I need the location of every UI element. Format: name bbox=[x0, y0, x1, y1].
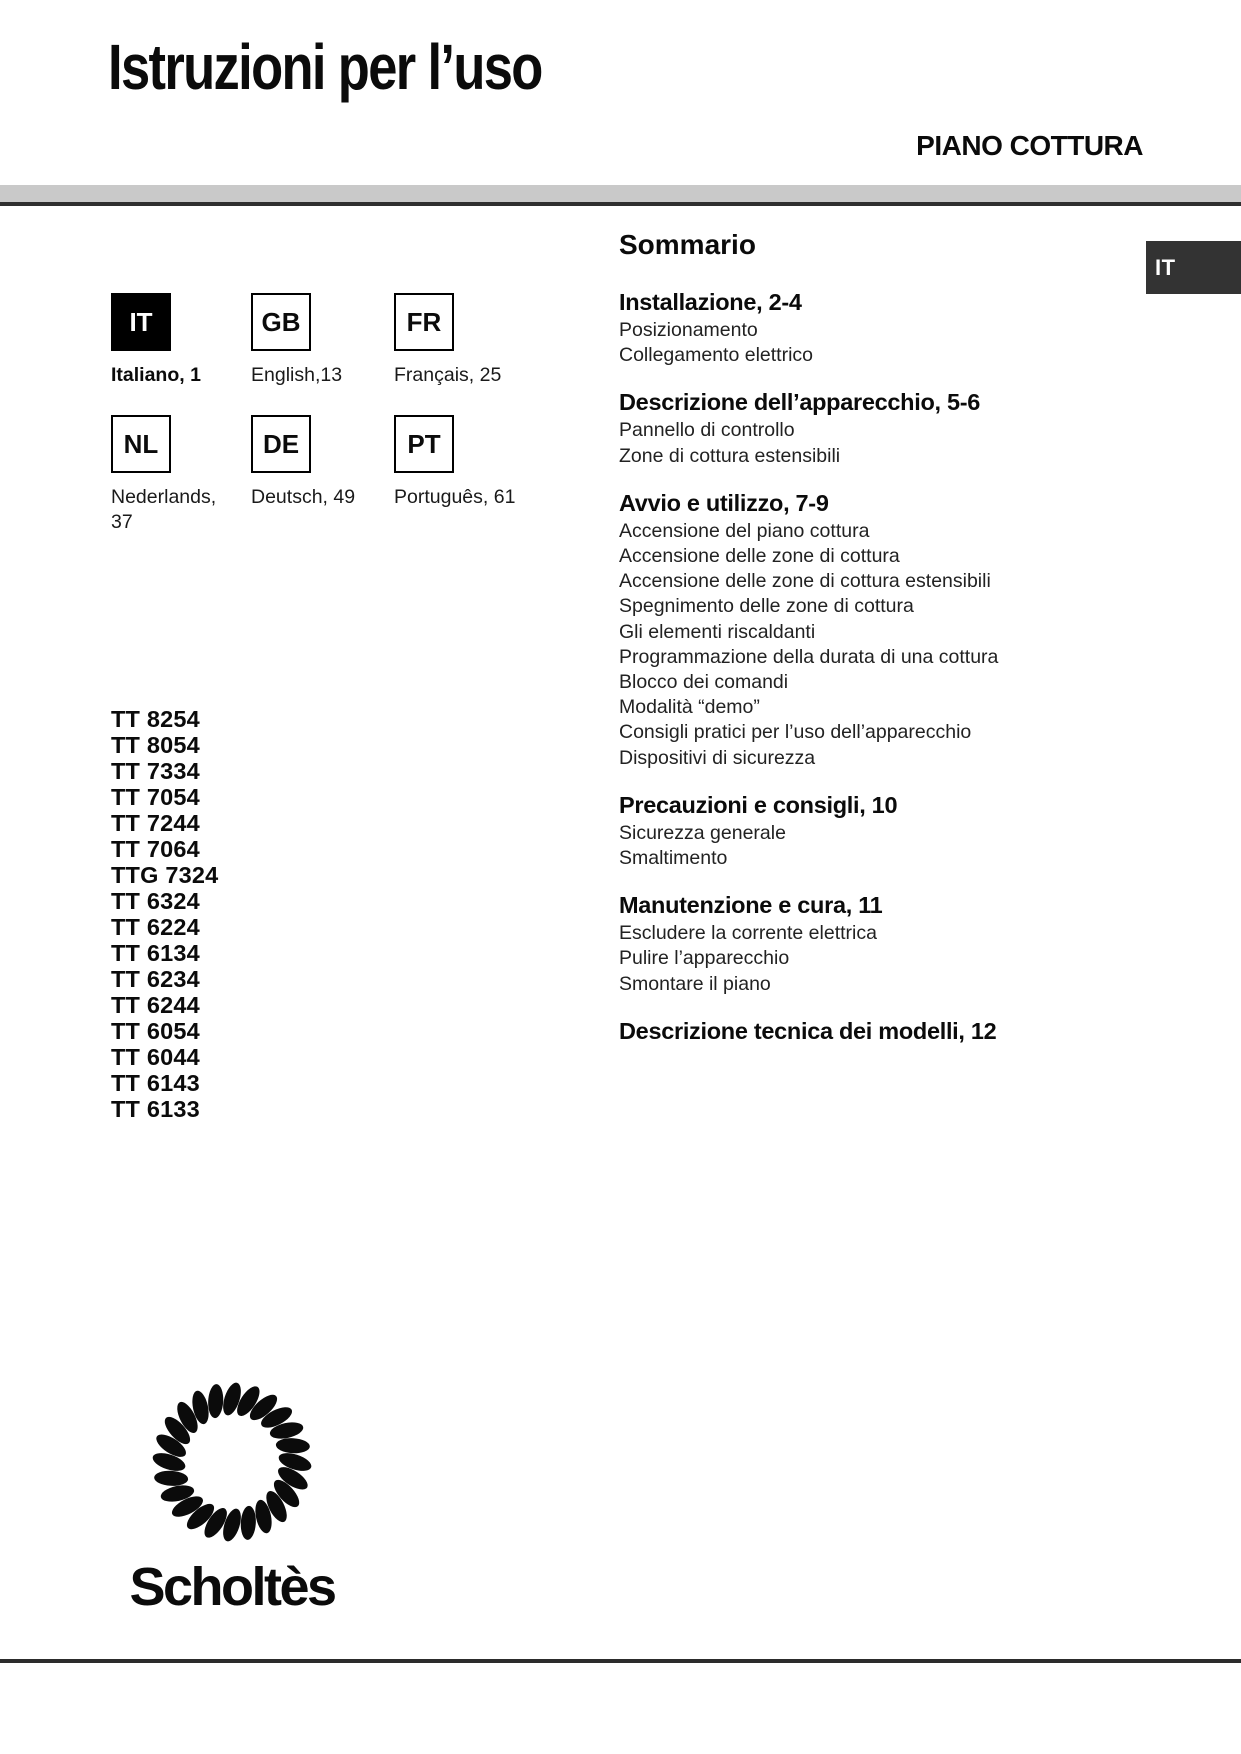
toc-item: Pannello di controllo bbox=[619, 419, 795, 442]
model-number: TT 8254 bbox=[111, 706, 200, 732]
toc-item-list bbox=[619, 519, 1059, 771]
toc-item: Escludere la corrente elettrica bbox=[619, 922, 877, 945]
toc-item: Collegamento elettrico bbox=[619, 344, 814, 367]
language-page-label: Français, 25 bbox=[394, 364, 502, 386]
language-option-fr bbox=[394, 293, 544, 388]
model-number: TT 6134 bbox=[111, 940, 200, 966]
language-page-label: Italiano, 1 bbox=[111, 364, 201, 386]
page-title: Istruzioni per l’uso bbox=[108, 31, 542, 103]
toc-section-heading: Descrizione dell’apparecchio, 5-6 bbox=[619, 389, 981, 416]
toc-item-list bbox=[619, 418, 1059, 468]
language-page-label: Português, 61 bbox=[394, 486, 516, 508]
language-option-it bbox=[111, 293, 251, 388]
toc-section bbox=[619, 288, 1059, 368]
toc-item: Consigli pratici per l’uso dell’apparecchio bbox=[619, 721, 972, 744]
toc-section-heading: Avvio e utilizzo, 7-9 bbox=[619, 489, 829, 516]
model-number: TT 7064 bbox=[111, 836, 200, 862]
language-code-box: GB bbox=[251, 293, 311, 351]
language-grid bbox=[111, 293, 544, 535]
toc-item: Sicurezza generale bbox=[619, 821, 786, 844]
language-tab-label: IT bbox=[1155, 254, 1176, 280]
toc-section bbox=[619, 1017, 1059, 1045]
toc-item: Accensione delle zone di cottura estensibili bbox=[619, 570, 991, 593]
model-number: TTG 7324 bbox=[111, 862, 219, 888]
language-code-box: IT bbox=[111, 293, 171, 351]
model-number: TT 6244 bbox=[111, 992, 200, 1018]
language-code-box: DE bbox=[251, 415, 311, 473]
language-option-pt bbox=[394, 415, 544, 535]
toc-item-list bbox=[619, 821, 1059, 871]
brand-logo bbox=[112, 1362, 352, 1618]
language-option-gb bbox=[251, 293, 394, 388]
model-list bbox=[111, 706, 218, 1122]
toc-item: Posizionamento bbox=[619, 319, 758, 341]
toc-section bbox=[619, 791, 1059, 871]
language-page-label: Deutsch, 49 bbox=[251, 486, 356, 508]
toc-item: Smaltimento bbox=[619, 847, 728, 870]
toc-item: Programmazione della durata di una cottura bbox=[619, 645, 999, 668]
page-edge-language-tab bbox=[1146, 241, 1241, 294]
model-number: TT 6224 bbox=[111, 914, 200, 940]
model-number: TT 6324 bbox=[111, 888, 200, 914]
toc-section-heading: Descrizione tecnica dei modelli, 12 bbox=[619, 1017, 997, 1044]
table-of-contents bbox=[619, 230, 1059, 1065]
language-page-label: Nederlands, 37 bbox=[111, 486, 217, 533]
model-number: TT 6044 bbox=[111, 1044, 200, 1070]
toc-item-list bbox=[619, 921, 1059, 997]
toc-title: Sommario bbox=[619, 229, 756, 260]
toc-item: Accensione del piano cottura bbox=[619, 519, 870, 542]
footer-divider-line bbox=[0, 1659, 1241, 1663]
language-page-label: English,13 bbox=[251, 364, 343, 386]
model-number: TT 6143 bbox=[111, 1070, 200, 1096]
model-number: TT 6133 bbox=[111, 1096, 200, 1122]
model-number: TT 6054 bbox=[111, 1018, 200, 1044]
model-number: TT 7334 bbox=[111, 758, 200, 784]
language-code-box: PT bbox=[394, 415, 454, 473]
toc-item: Spegnimento delle zone di cottura bbox=[619, 595, 914, 618]
toc-item: Zone di cottura estensibili bbox=[619, 444, 841, 467]
model-number: TT 7054 bbox=[111, 784, 200, 810]
toc-sections bbox=[619, 288, 1059, 1045]
sunburst-logo-icon bbox=[132, 1362, 332, 1562]
toc-section-heading: Installazione, 2-4 bbox=[619, 289, 802, 315]
brand-name: Scholtès bbox=[129, 1557, 335, 1617]
language-option-de bbox=[251, 415, 394, 535]
toc-section bbox=[619, 891, 1059, 997]
model-number: TT 7244 bbox=[111, 810, 200, 836]
toc-item: Blocco dei comandi bbox=[619, 671, 789, 694]
toc-section bbox=[619, 489, 1059, 771]
toc-section-heading: Precauzioni e consigli, 10 bbox=[619, 791, 898, 818]
model-number: TT 6234 bbox=[111, 966, 200, 992]
toc-section bbox=[619, 388, 1059, 468]
language-code-box: NL bbox=[111, 415, 171, 473]
toc-item: Dispositivi di sicurezza bbox=[619, 746, 816, 769]
product-type-heading: PIANO COTTURA bbox=[916, 130, 1143, 161]
toc-item-list bbox=[619, 318, 1059, 368]
toc-item: Modalità “demo” bbox=[619, 696, 760, 719]
toc-item: Gli elementi riscaldanti bbox=[619, 620, 816, 643]
language-option-nl bbox=[111, 415, 251, 535]
toc-section-heading: Manutenzione e cura, 11 bbox=[619, 892, 883, 919]
language-code-box: FR bbox=[394, 293, 454, 351]
toc-item: Pulire l’apparecchio bbox=[619, 947, 790, 970]
toc-item: Accensione delle zone di cottura bbox=[619, 545, 900, 568]
toc-item: Smontare il piano bbox=[619, 972, 771, 995]
model-number: TT 8054 bbox=[111, 732, 200, 758]
header-divider-bar bbox=[0, 185, 1241, 206]
